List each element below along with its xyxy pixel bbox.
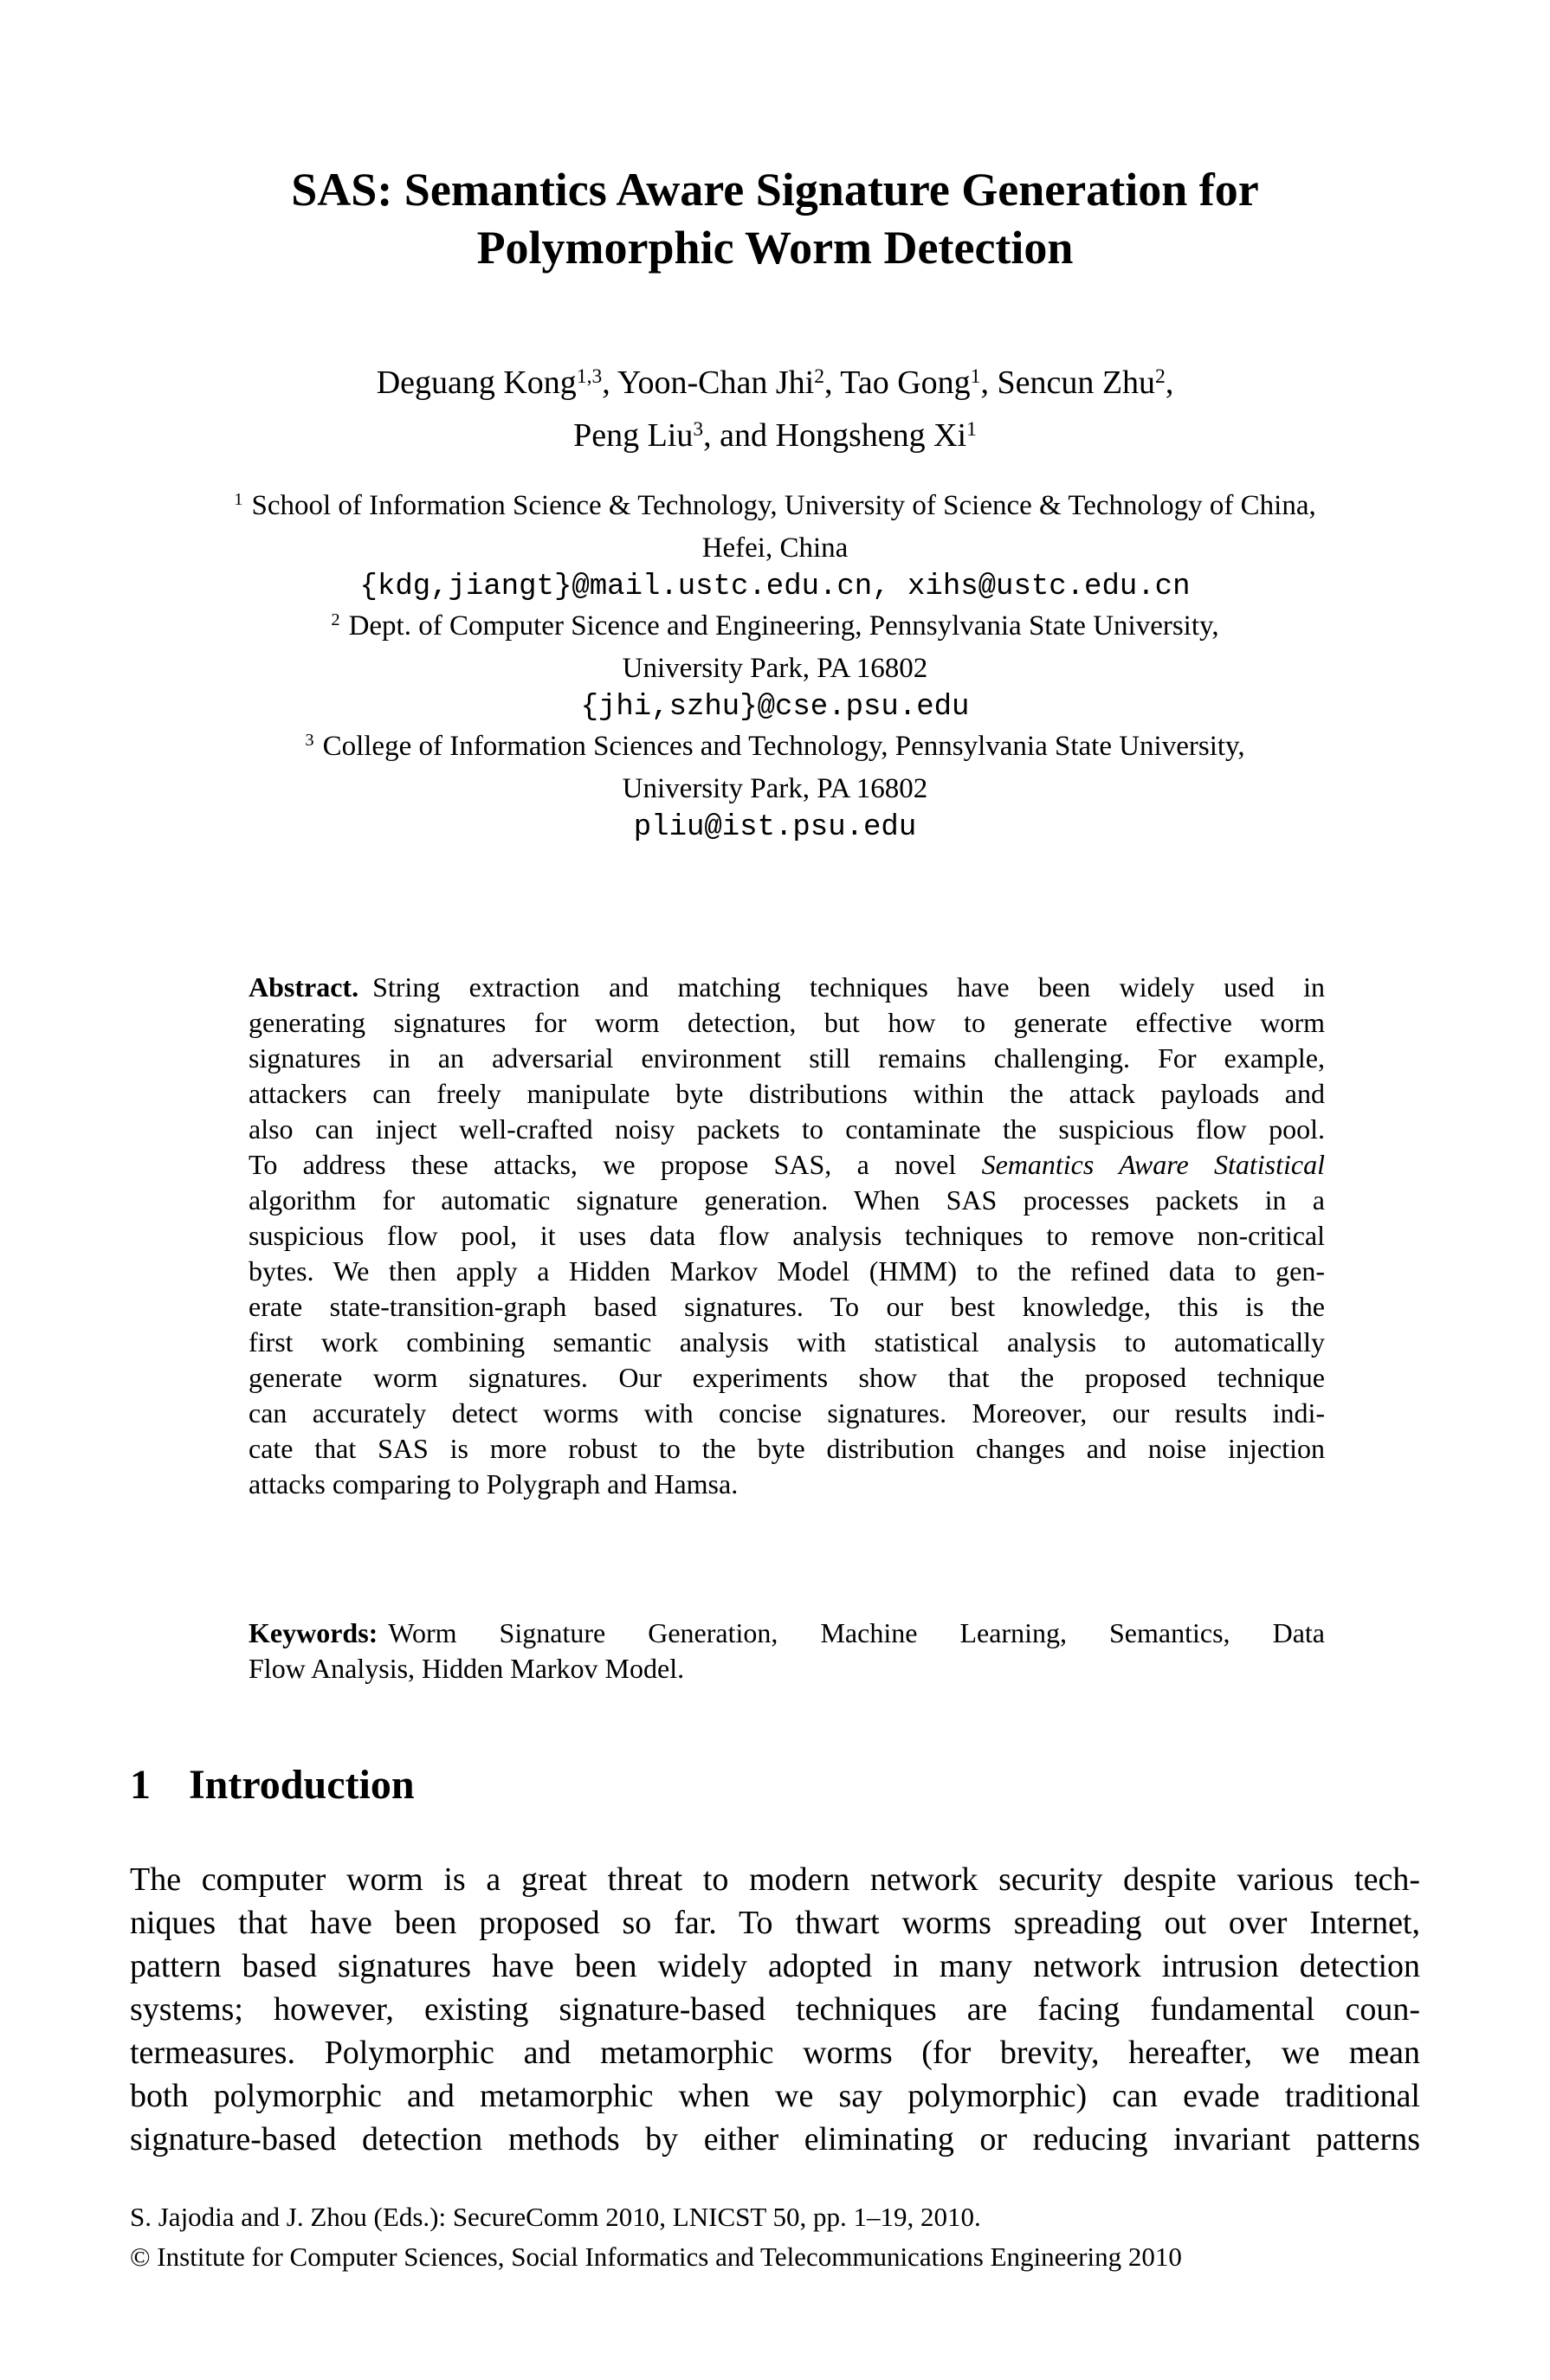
author-name: , Sencun Zhu [980,364,1156,401]
abstract-line: attackers can freely manipulate byte distributions within the attack payloads and [249,1078,1325,1109]
author-name: , Tao Gong [823,364,971,401]
affiliation-line [0,727,1550,770]
abstract-line: first work combining semantic analysis with statistical analysis to automatically [249,1326,1325,1358]
affiliation-line: University Park, PA 16802 [622,653,928,684]
keywords-label: Keywords: [249,1617,378,1648]
author-superscript: 2 [814,365,824,389]
section-number: 1 [130,1762,151,1808]
author-separator: , [1165,364,1174,401]
body-line: niques that have been proposed so far. To thwart worms spreading out over Internet, [130,1905,1420,1941]
footer-line-copyright: © Institute for Computer Sciences, Social Informatics and Telecommunications Engineering 2010 [130,2241,1182,2272]
affiliation-superscript: 3 [305,730,314,750]
abstract-line [249,1147,1325,1183]
body-line: termeasures. Polymorphic and metamorphic worms (for brevity, hereafter, we mean [130,2035,1420,2071]
intro-paragraph [130,1858,1420,2161]
affiliation-text: School of Information Science & Technology, University of Science & Technology of China, [251,490,1316,521]
abstract-section [249,970,1325,1502]
author-list [0,358,1550,464]
abstract-text: String extraction and matching techniques have been widely used in [372,971,1325,1003]
body-line: systems; however, existing signature-based techniques are facing fundamental coun- [130,1991,1420,2028]
author-superscript: 1,3 [576,365,603,389]
abstract-line: attacks comparing to Polygraph and Hamsa. [249,1468,739,1500]
author-line-1 [0,358,1550,411]
abstract-line: generate worm signatures. Our experiments show that the proposed technique [249,1362,1325,1393]
affiliation-list [0,487,1550,848]
affiliation-superscript: 2 [331,610,340,629]
keywords-section [249,1616,1325,1687]
body-line: signature-based detection methods by either eliminating or reducing invariant patterns [130,2121,1420,2157]
author-name: Deguang Kong [376,364,577,401]
page-footer [130,2197,1420,2277]
abstract-label: Abstract. [249,971,359,1003]
affiliation-line [0,487,1550,529]
footer-line-editors: S. Jajodia and J. Zhou (Eds.): SecureComm 2010, LNICST 50, pp. 1–19, 2010. [130,2202,981,2232]
abstract-line: signatures in an adversarial environment still remains challenging. For example, [249,1042,1325,1074]
section-title: Introduction [189,1762,415,1808]
body-line: pattern based signatures have been widely adopted in many network intrusion detection [130,1948,1420,1984]
abstract-line: bytes. We then apply a Hidden Markov Model (HMM) to the refined data to gen- [249,1255,1325,1287]
affiliation-line: Hefei, China [701,532,849,564]
author-superscript: 1 [970,365,981,389]
affiliation-email: {kdg,jiangt}@mail.ustc.edu.cn, xihs@ustc.edu.cn [359,571,1191,603]
abstract-line: suspicious flow pool, it uses data flow analysis techniques to remove non-critical [249,1220,1325,1251]
affiliation-email: pliu@ist.psu.edu [633,811,917,844]
author-superscript: 1 [966,418,977,442]
abstract-line: algorithm for automatic signature generation. When SAS processes packets in a [249,1184,1325,1216]
keywords-text: Worm Signature Generation, Machine Learning, Semantics, Data [388,1617,1325,1648]
author-name: Peng Liu [573,417,694,454]
affiliation-text: College of Information Sciences and Technology, Pennsylvania State University, [322,731,1245,762]
author-name: , and Hongsheng Xi [703,417,967,454]
section-heading [130,1761,415,1809]
author-line-2 [0,411,1550,464]
title-line-1: SAS: Semantics Aware Signature Generation for [291,164,1259,216]
abstract-line: erate state-transition-graph based signatures. To our best knowledge, this is the [249,1291,1325,1322]
affiliation-text: Dept. of Computer Sicence and Engineering, Pennsylvania State University, [348,610,1219,642]
abstract-line [249,970,1325,1005]
body-line: both polymorphic and metamorphic when we say polymorphic) can evade traditional [130,2078,1420,2114]
author-superscript: 2 [1155,365,1166,389]
abstract-text: To address these attacks, we propose SAS, a novel [249,1149,982,1180]
author-superscript: 3 [693,418,704,442]
body-line: The computer worm is a great threat to modern network security despite various tech- [130,1861,1420,1898]
title-line-2: Polymorphic Worm Detection [476,222,1074,274]
abstract-line: also can inject well-crafted noisy packets to contaminate the suspicious flow pool. [249,1113,1325,1145]
keywords-line: Flow Analysis, Hidden Markov Model. [249,1653,685,1684]
abstract-line: can accurately detect worms with concise signatures. Moreover, our results indi- [249,1397,1325,1429]
paper-title [0,161,1550,277]
keywords-line [249,1616,1325,1651]
abstract-line: cate that SAS is more robust to the byte distribution changes and noise injection [249,1433,1325,1464]
affiliation-line: University Park, PA 16802 [622,773,928,804]
abstract-italic-phrase: Semantics Aware Statistical [981,1149,1326,1180]
affiliation-superscript: 1 [234,489,243,509]
affiliation-email: {jhi,szhu}@cse.psu.edu [580,691,970,724]
abstract-line: generating signatures for worm detection, but how to generate effective worm [249,1007,1325,1038]
affiliation-line [0,607,1550,649]
author-name: , Yoon-Chan Jhi [602,364,815,401]
